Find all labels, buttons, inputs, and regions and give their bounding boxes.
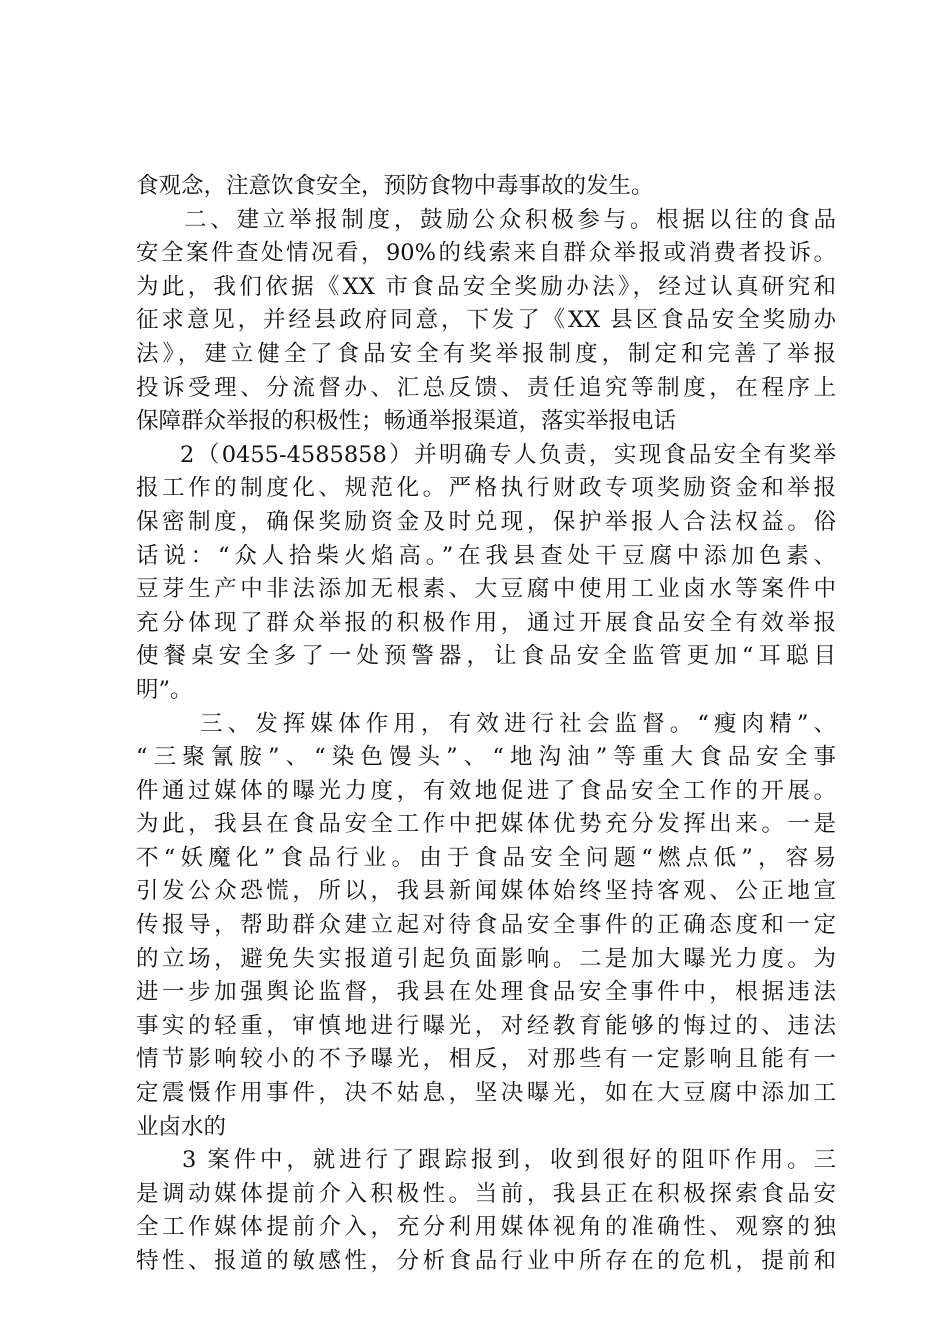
text-line: 报工作的制度化、规范化。严格执行财政专项奖励资金和举报 bbox=[136, 475, 836, 502]
text-line: 进一步加强舆论监督，我县在处理食品安全事件中，根据违法 bbox=[136, 979, 836, 1006]
text-line: 安全案件查处情况看，90%的线索来自群众举报或消费者投诉。 bbox=[136, 240, 836, 267]
text-line: 三、发挥媒体作用，有效进行社会监督。“瘦肉精”、 bbox=[200, 710, 836, 737]
text-line: 件通过媒体的曝光力度，有效地促进了食品安全工作的开展。 bbox=[136, 777, 836, 804]
text-line: 是调动媒体提前介入积极性。当前，我县正在积极探索食品安 bbox=[136, 1180, 836, 1207]
document-body bbox=[136, 170, 836, 1279]
text-line: 使餐桌安全多了一处预警器，让食品安全监管更加“耳聪目 bbox=[136, 643, 836, 670]
text-line: 充分体现了群众举报的积极作用，通过开展食品安全有效举报 bbox=[136, 609, 836, 636]
text-line: “三聚氰胺”、“染色馒头”、“地沟油”等重大食品安全事 bbox=[136, 744, 836, 771]
text-line: 为此，我县在食品安全工作中把媒体优势充分发挥出来。一是 bbox=[136, 811, 836, 838]
text-line: 法》，建立健全了食品安全有奖举报制度，制定和完善了举报 bbox=[136, 340, 836, 367]
text-line: 明”。 bbox=[136, 676, 193, 703]
text-line: 保密制度，确保奖励资金及时兑现，保护举报人合法权益。俗 bbox=[136, 508, 836, 535]
text-line: 话说：“众人拾柴火焰高。”在我县查处干豆腐中添加色素、 bbox=[136, 542, 836, 569]
text-line: 2（0455-4585858）并明确专人负责，实现食品安全有奖举 bbox=[180, 441, 836, 468]
text-line: 的立场，避免失实报道引起负面影响。二是加大曝光力度。为 bbox=[136, 945, 836, 972]
text-line: 特性、报道的敏感性，分析食品行业中所存在的危机，提前和 bbox=[136, 1248, 836, 1274]
text-line: 传报导，帮助群众建立起对待食品安全事件的正确态度和一定 bbox=[136, 912, 836, 939]
text-line: 业卤水的 bbox=[136, 1113, 227, 1140]
text-line: 为此，我们依据《XX 市食品安全奖励办法》，经过认真研究和 bbox=[136, 273, 836, 300]
text-line: 3 案件中，就进行了跟踪报到，收到很好的阻吓作用。三 bbox=[182, 1147, 836, 1174]
text-line: 二、建立举报制度，鼓励公众积极参与。根据以往的食品 bbox=[184, 206, 836, 233]
text-line: 事实的轻重，审慎地进行曝光，对经教育能够的悔过的、违法 bbox=[136, 1012, 836, 1039]
text-line: 食观念，注意饮食安全，预防食物中毒事故的发生。 bbox=[136, 173, 654, 199]
text-line: 投诉受理、分流督办、汇总反馈、责任追究等制度，在程序上 bbox=[136, 374, 836, 401]
text-line: 引发公众恐慌，所以，我县新闻媒体始终坚持客观、公正地宣 bbox=[136, 878, 836, 905]
text-line: 不“妖魔化”食品行业。由于食品安全问题“燃点低”，容易 bbox=[136, 844, 836, 871]
text-line: 情节影响较小的不予曝光，相反，对那些有一定影响且能有一 bbox=[136, 1046, 836, 1073]
text-line: 全工作媒体提前介入，充分利用媒体视角的准确性、观察的独 bbox=[136, 1214, 836, 1241]
text-line: 保障群众举报的积极性；畅通举报渠道，落实举报电话 bbox=[136, 408, 677, 435]
text-line: 定震慑作用事件，决不姑息，坚决曝光，如在大豆腐中添加工 bbox=[136, 1080, 836, 1107]
text-line: 征求意见，并经县政府同意，下发了《XX 县区食品安全奖励办 bbox=[136, 307, 836, 334]
text-line: 豆芽生产中非法添加无根素、大豆腐中使用工业卤水等案件中 bbox=[136, 576, 836, 603]
